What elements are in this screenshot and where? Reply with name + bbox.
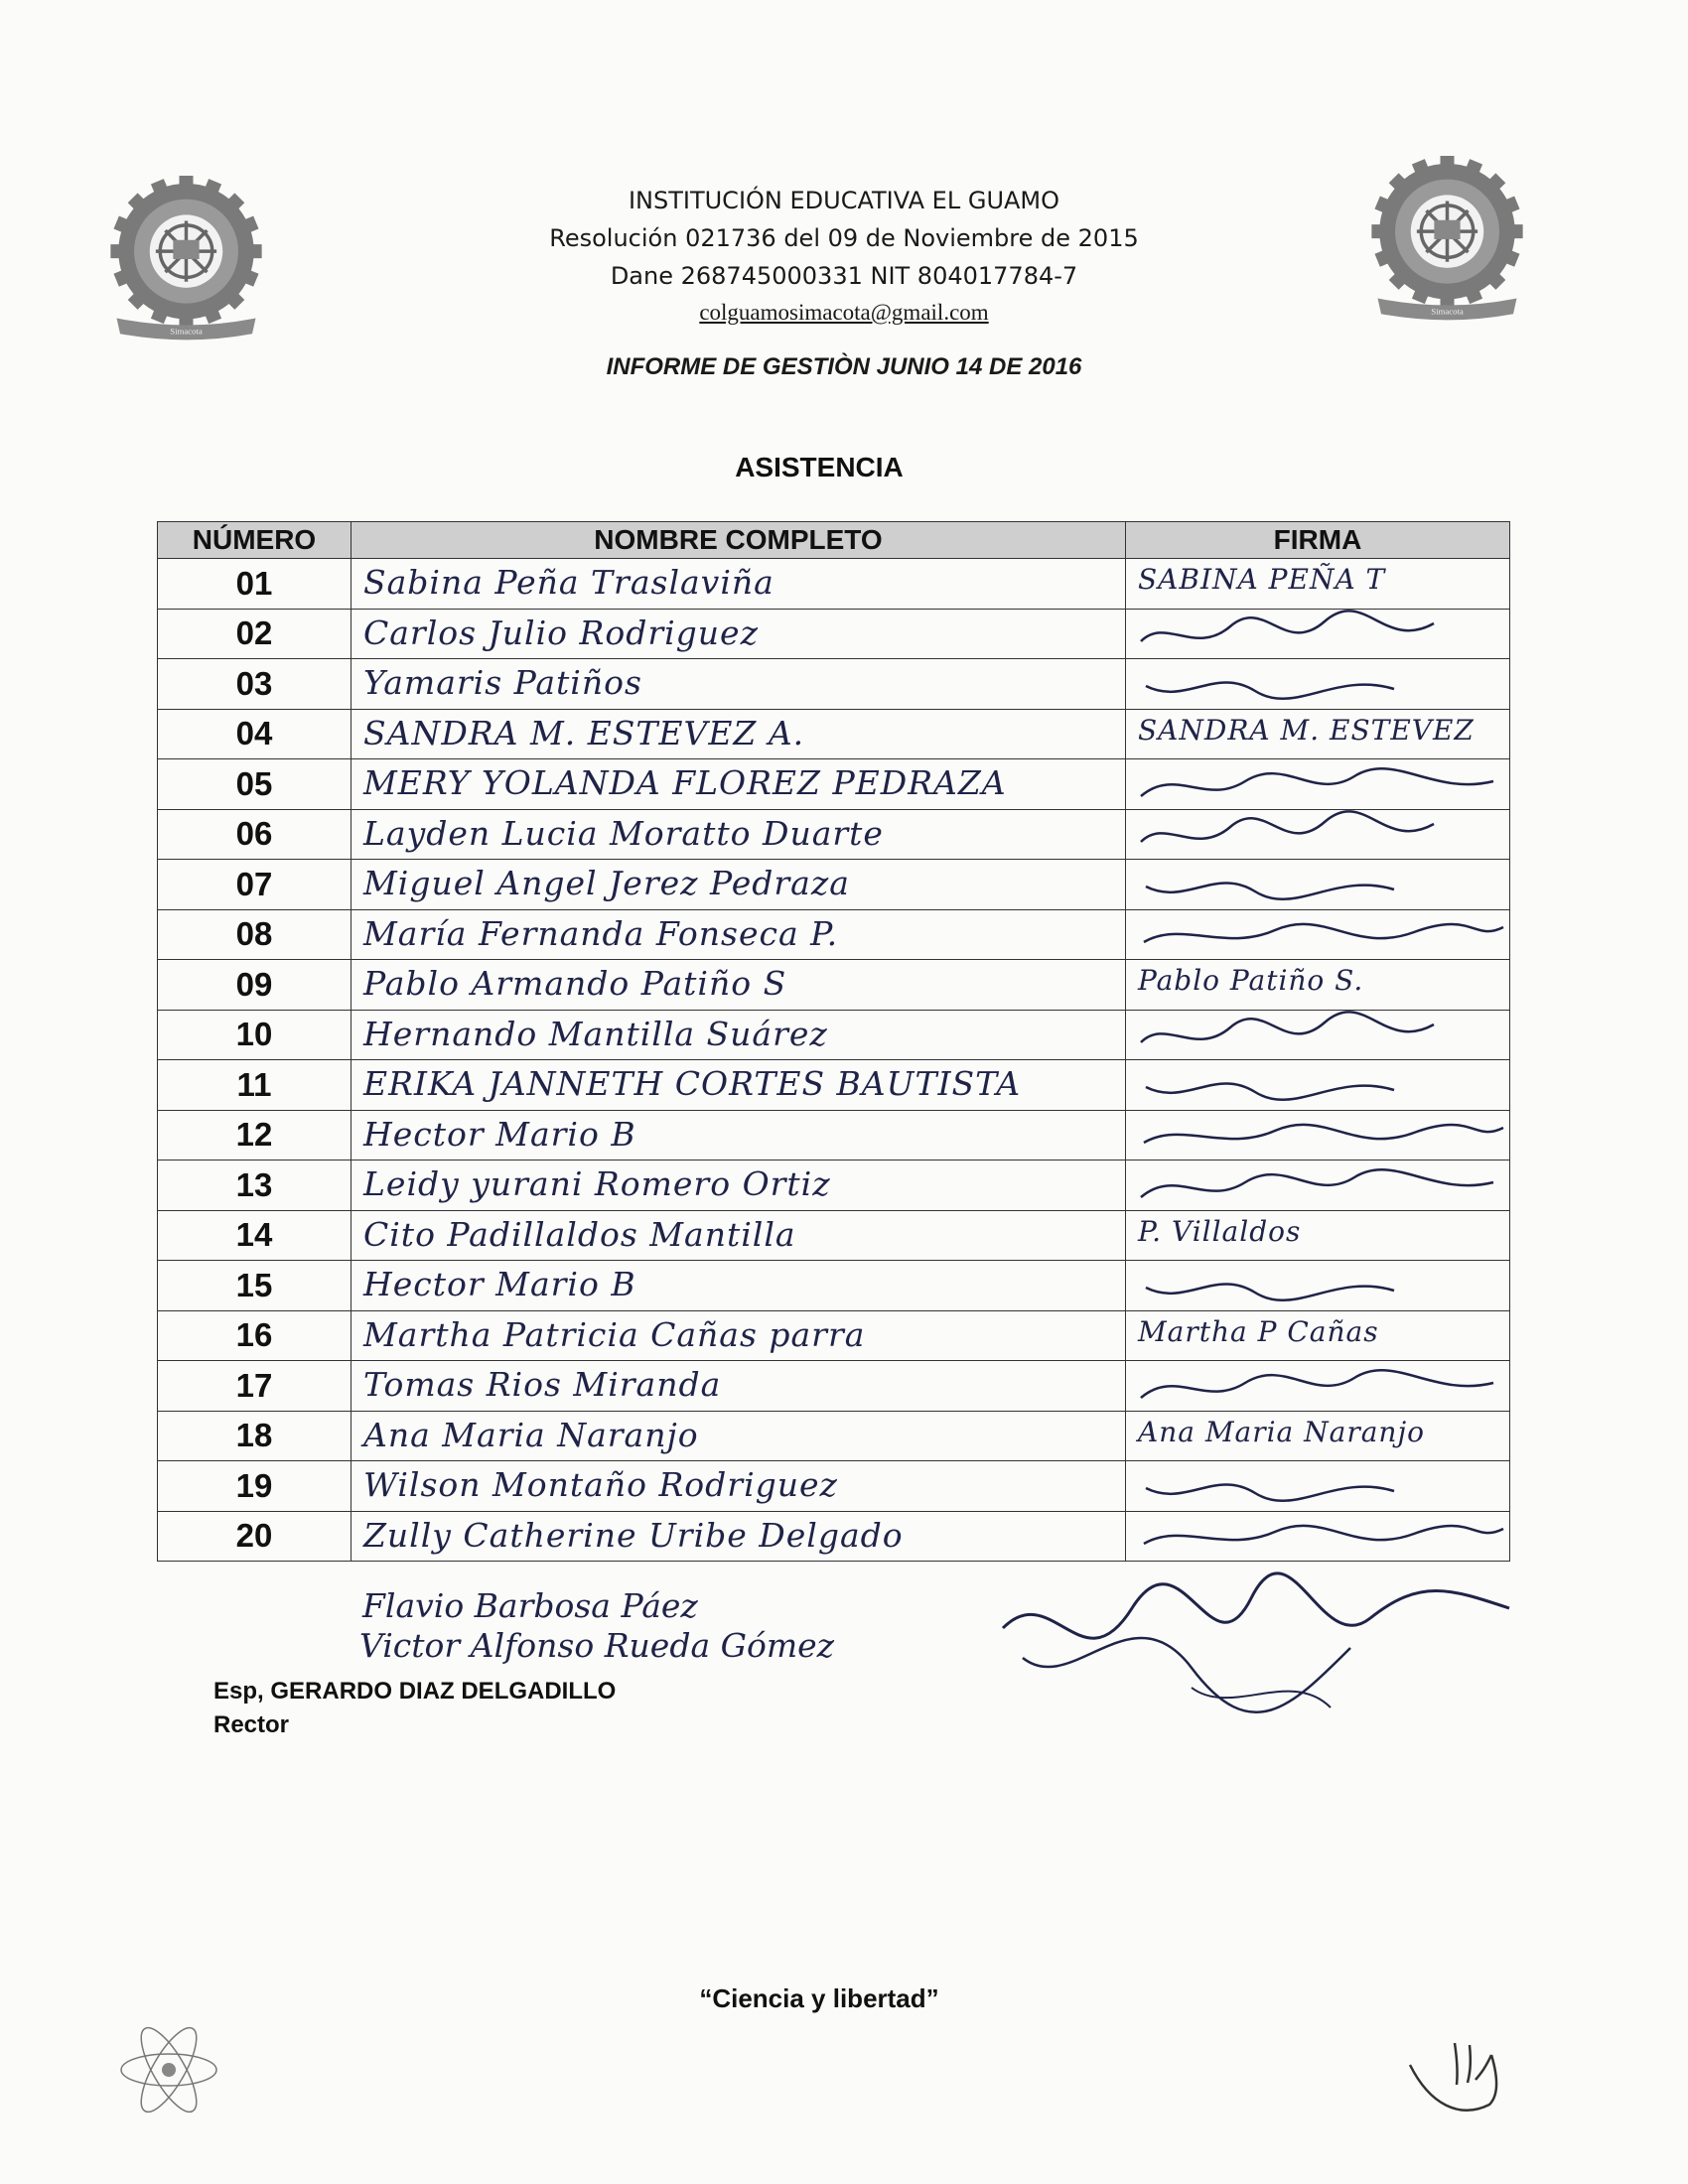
attendee-name: Leidy yurani Romero Ortiz [363, 1164, 831, 1203]
report-title: INFORME DE GESTIÒN JUNIO 14 DE 2016 [606, 353, 1082, 380]
signature-cell [1126, 809, 1510, 860]
attendee-name-cell [352, 1310, 1126, 1361]
signature-scribble-icon [993, 1569, 1519, 1717]
extra-signatures [993, 1569, 1519, 1717]
attendee-name-cell [352, 759, 1126, 810]
extra-attendee-2: Victor Alfonso Rueda Gómez [359, 1626, 835, 1665]
attendee-name: Wilson Montaño Rodriguez [363, 1465, 838, 1504]
signature-scribble-icon [1136, 1062, 1503, 1112]
signature-cell [1126, 1261, 1510, 1311]
attendee-name: Hector Mario B [363, 1265, 636, 1303]
attendee-name: Hernando Mantilla Suárez [363, 1014, 828, 1053]
attendee-name: Layden Lucia Moratto Duarte [363, 813, 884, 853]
signature-cell [1126, 960, 1510, 1011]
table-row [158, 1060, 1510, 1111]
row-number: 15 [158, 1261, 352, 1311]
attendee-name: Sabina Peña Traslaviña [363, 563, 774, 602]
table-row [158, 1010, 1510, 1060]
table-row [158, 559, 1510, 610]
row-number: 11 [158, 1060, 352, 1111]
signature-cell [1126, 559, 1510, 610]
signature-scribble-icon [1136, 612, 1503, 661]
column-header-number: NÚMERO [158, 522, 352, 559]
attendee-name: ERIKA JANNETH CORTES BAUTISTA [363, 1064, 1022, 1103]
row-number: 16 [158, 1310, 352, 1361]
row-number: 01 [158, 559, 352, 610]
atom-icon [114, 2015, 223, 2124]
attendee-name-cell [352, 709, 1126, 759]
row-number: 08 [158, 909, 352, 960]
table-row [158, 960, 1510, 1011]
resolution-line: Resolución 021736 del 09 de Noviembre de 2015 [549, 224, 1139, 252]
table-row [158, 709, 1510, 759]
attendee-name: Hector Mario B [363, 1114, 636, 1154]
attendee-name-cell [352, 909, 1126, 960]
signature-scribble-icon [1136, 1162, 1503, 1212]
row-number: 05 [158, 759, 352, 810]
table-row [158, 1261, 1510, 1311]
attendee-name-cell [352, 1261, 1126, 1311]
attendee-name-cell [352, 1511, 1126, 1562]
row-number: 14 [158, 1210, 352, 1261]
row-number: 04 [158, 709, 352, 759]
row-number: 12 [158, 1110, 352, 1160]
signature-cell [1126, 1060, 1510, 1111]
row-number: 13 [158, 1160, 352, 1211]
attendee-name-cell [352, 1160, 1126, 1211]
signature-cell [1126, 860, 1510, 910]
table-header-row [158, 522, 1510, 559]
table-row [158, 759, 1510, 810]
signature-text: SABINA PEÑA T [1138, 563, 1386, 596]
attendance-rows [158, 559, 1510, 1562]
attendee-name: María Fernanda Fonseca P. [363, 913, 839, 953]
signature-cell [1126, 1110, 1510, 1160]
signature-cell [1126, 1411, 1510, 1461]
table-row [158, 1361, 1510, 1412]
table-row [158, 809, 1510, 860]
signature-scribble-icon [1136, 912, 1503, 962]
table-row [158, 1110, 1510, 1160]
signature-cell [1126, 609, 1510, 659]
table-row [158, 659, 1510, 710]
row-number: 17 [158, 1361, 352, 1412]
attendee-name: MERY YOLANDA FLOREZ PEDRAZA [363, 763, 1007, 802]
table-row [158, 1411, 1510, 1461]
table-row [158, 1210, 1510, 1261]
signature-text: SANDRA M. ESTEVEZ [1138, 713, 1475, 747]
attendee-name: Yamaris Patiños [363, 663, 642, 702]
attendee-name: Martha Patricia Cañas parra [363, 1314, 866, 1354]
row-number: 02 [158, 609, 352, 659]
signature-text: P. Villaldos [1138, 1214, 1302, 1248]
table-row [158, 909, 1510, 960]
row-number: 20 [158, 1511, 352, 1562]
signature-scribble-icon [1136, 1013, 1503, 1062]
row-number: 07 [158, 860, 352, 910]
table-row [158, 1461, 1510, 1512]
row-number: 03 [158, 659, 352, 710]
attendee-name-cell [352, 1210, 1126, 1261]
signature-cell [1126, 1210, 1510, 1261]
signature-scribble-icon [1136, 1514, 1503, 1564]
attendee-name-cell [352, 1110, 1126, 1160]
attendee-name-cell [352, 559, 1126, 610]
signature-cell [1126, 1310, 1510, 1361]
column-header-signature: FIRMA [1126, 522, 1510, 559]
signature-scribble-icon [1136, 661, 1503, 711]
signature-scribble-icon [1136, 862, 1503, 911]
signature-cell [1126, 1461, 1510, 1512]
signature-cell [1126, 1160, 1510, 1211]
table-row [158, 609, 1510, 659]
signature-cell [1126, 759, 1510, 810]
attendee-name: Cito Padillaldos Mantilla [363, 1214, 796, 1254]
signature-text: Ana Maria Naranjo [1138, 1415, 1425, 1448]
svg-text:Simacota: Simacota [170, 326, 203, 337]
signature-scribble-icon [1136, 1113, 1503, 1162]
attendee-name-cell [352, 809, 1126, 860]
attendee-name-cell [352, 960, 1126, 1011]
signature-cell [1126, 659, 1510, 710]
signature-cell [1126, 909, 1510, 960]
hand-icon [1400, 2035, 1509, 2124]
signature-scribble-icon [1136, 1463, 1503, 1513]
attendee-name: Pablo Armando Patiño S [363, 964, 787, 1003]
table-row [158, 860, 1510, 910]
signature-text: Pablo Patiño S. [1138, 964, 1364, 997]
svg-text:Simacota: Simacota [1431, 306, 1464, 317]
email-link[interactable]: colguamosimacota@gmail.com [699, 300, 989, 325]
signature-cell [1126, 1361, 1510, 1412]
table-row [158, 1511, 1510, 1562]
attendee-name: Miguel Angel Jerez Pedraza [363, 864, 850, 902]
rector-title: Rector [213, 1711, 290, 1738]
column-header-name: NOMBRE COMPLETO [352, 522, 1126, 559]
attendee-name-cell [352, 1361, 1126, 1412]
attendee-name-cell [352, 1461, 1126, 1512]
attendee-name-cell [352, 659, 1126, 710]
row-number: 18 [158, 1411, 352, 1461]
attendee-name: Ana Maria Naranjo [363, 1415, 699, 1454]
attendee-name: Zully Catherine Uribe Delgado [363, 1515, 904, 1555]
signature-scribble-icon [1136, 812, 1503, 862]
attendee-name-cell [352, 1411, 1126, 1461]
signature-scribble-icon [1136, 761, 1503, 811]
attendee-name-cell [352, 1060, 1126, 1111]
school-motto: “Ciencia y libertad” [699, 1983, 939, 2013]
signature-scribble-icon [1136, 1263, 1503, 1312]
institution-name: INSTITUCIÓN EDUCATIVA EL GUAMO [628, 187, 1060, 214]
attendee-name-cell [352, 609, 1126, 659]
attendee-name-cell [352, 1010, 1126, 1060]
attendance-table [157, 521, 1510, 1562]
signature-cell [1126, 709, 1510, 759]
attendee-name: Carlos Julio Rodriguez [363, 613, 759, 652]
attendee-name-cell [352, 860, 1126, 910]
rector-name: Esp, GERARDO DIAZ DELGADILLO [213, 1678, 617, 1705]
signature-cell [1126, 1511, 1510, 1562]
table-row [158, 1160, 1510, 1211]
ids-line: Dane 268745000331 NIT 804017784-7 [610, 262, 1078, 290]
attendee-name: SANDRA M. ESTEVEZ A. [363, 713, 805, 752]
section-title: ASISTENCIA [735, 452, 904, 482]
row-number: 06 [158, 809, 352, 860]
extra-attendee-1: Flavio Barbosa Páez [362, 1586, 698, 1625]
signature-text: Martha P Cañas [1138, 1314, 1379, 1348]
attendee-name: Tomas Rios Miranda [363, 1365, 722, 1404]
row-number: 09 [158, 960, 352, 1011]
signature-scribble-icon [1136, 1363, 1503, 1413]
row-number: 19 [158, 1461, 352, 1512]
table-row [158, 1310, 1510, 1361]
row-number: 10 [158, 1010, 352, 1060]
signature-cell [1126, 1010, 1510, 1060]
